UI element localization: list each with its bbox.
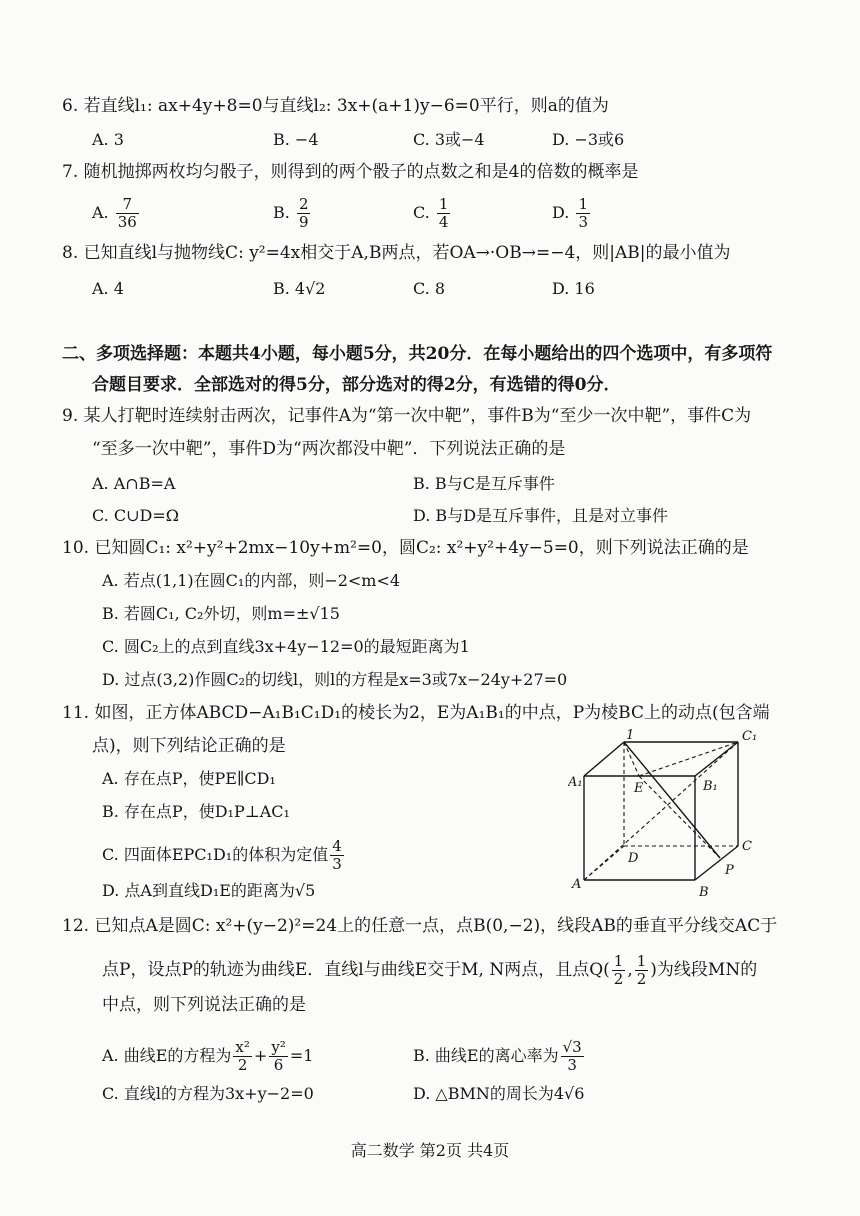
q9-option-c: C. C∪D=Ω — [92, 506, 179, 525]
q9-option-b: B. B与C是互斥事件 — [413, 474, 555, 493]
q9-stem-line2: “至多一次中靶”，事件D为“两次都没中靶”．下列说法正确的是 — [92, 439, 566, 459]
q12-option-b: B. 曲线E的离心率为 $\frac{√3}{3}$ — [413, 1038, 582, 1074]
q9-stem-line1: 9. 某人打靶时连续射击两次，记事件A为“第一次中靶”，事件B为“至少一次中靶”，事件C为 — [62, 406, 752, 426]
label-p: P — [725, 863, 734, 878]
q10-option-d: D. 过点(3,2)作圆C₂的切线l，则l的方程是x=3或7x−24y+27=0 — [102, 670, 568, 689]
q6-stem: 6. 若直线l₁: ax+4y+8=0与直线l₂: 3x+(a+1)y−6=0平行，则a的值为 — [62, 96, 609, 116]
q8-stem: 8. 已知直线l与抛物线C: y²=4x相交于A,B两点，若OA→·OB→=−4，则|AB|的最小值为 — [62, 243, 731, 263]
label-d1: 1 — [626, 728, 635, 743]
page-footer: 高二数学 第2页 共4页 — [350, 1141, 510, 1160]
q6-option-b: B. −4 — [273, 130, 319, 149]
label-b: B — [699, 885, 709, 898]
q8-option-a: A. 4 — [92, 279, 124, 298]
q10-option-a: A. 若点(1,1)在圆C₁的内部，则−2<m<4 — [102, 571, 401, 590]
q8-option-c: C. 8 — [413, 279, 446, 298]
q7-option-c: C. $\frac{1}{4}$ — [413, 195, 449, 231]
q12-stem-line2: 点P，设点P的轨迹为曲线E．直线l与曲线E交于M, N两点，且点Q( $\frac{1}{2}$ , $\frac{1}{2}$ )为线段MN的 — [102, 952, 758, 988]
q6-option-d: D. −3或6 — [552, 130, 625, 149]
q12-stem-line1: 12. 已知点A是圆C: x²+(y−2)²=24上的任意一点，点B(0,−2)，线段AB的垂直平分线交AC于 — [62, 916, 778, 936]
q9-option-a: A. A∩B=A — [92, 474, 176, 493]
q11-stem-line1: 11. 如图，正方体ABCD−A₁B₁C₁D₁的棱长为2，E为A₁B₁的中点，P为棱BC上的动点(包含端 — [62, 703, 770, 723]
q11-option-d: D. 点A到直线D₁E的距离为√5 — [102, 881, 316, 900]
label-a1: A₁ — [568, 775, 583, 790]
q12-option-a: A. 曲线E的方程为 $\frac{\text{x²}}{2}$ + $\frac{\text{y²}}{6}$ =1 — [102, 1038, 314, 1074]
q12-option-c: C. 直线l的方程为3x+y−2=0 — [102, 1084, 314, 1103]
q9-option-d: D. B与D是互斥事件，且是对立事件 — [413, 506, 669, 525]
q11-option-c: C. 四面体EPC₁D₁的体积为定值 $\frac{4}{3}$ — [102, 837, 342, 873]
q8-option-d: D. 16 — [552, 279, 595, 298]
label-d: D — [628, 851, 639, 866]
segment-d1-p — [624, 742, 720, 858]
diagonal-a-c1 — [584, 742, 738, 880]
label-e: E — [634, 781, 644, 796]
section2-heading-line1: 二、多项选择题：本题共4小题，每小题5分，共20分．在每小题给出的四个选项中，有多项符 — [62, 344, 773, 364]
label-c: C — [742, 839, 752, 854]
q6-option-a: A. 3 — [92, 130, 124, 149]
q7-option-d: D. $\frac{1}{3}$ — [552, 195, 588, 231]
edge-a1-d1 — [584, 742, 624, 776]
label-c1: C₁ — [742, 729, 758, 744]
q10-option-c: C. 圆C₂上的点到直线3x+4y−12=0的最短距离为1 — [102, 637, 470, 656]
segment-e-c1 — [639, 742, 738, 776]
q12-stem-line3: 中点，则下列说法正确的是 — [102, 995, 306, 1015]
q7-stem: 7. 随机抛掷两枚均匀骰子，则得到的两个骰子的点数之和是4的倍数的概率是 — [62, 162, 639, 182]
q11-option-a: A. 存在点P，使PE∥CD₁ — [102, 769, 276, 788]
label-a: A — [572, 877, 582, 892]
q8-option-b: B. 4√2 — [273, 279, 326, 298]
cube-figure — [568, 728, 768, 902]
q11-stem-line2: 点)，则下列结论正确的是 — [92, 736, 286, 756]
q7-option-a: A. $\frac{7}{36}$ — [92, 195, 137, 231]
q6-option-c: C. 3或−4 — [413, 130, 485, 149]
q10-option-b: B. 若圆C₁, C₂外切，则m=±√15 — [102, 604, 340, 623]
q11-option-b: B. 存在点P，使D₁P⊥AC₁ — [102, 802, 290, 821]
segment-d1-e — [624, 742, 639, 776]
q7-option-b: B. $\frac{2}{9}$ — [273, 195, 309, 231]
cube-diagram — [568, 728, 768, 898]
section2-heading-line2: 合题目要求．全部选对的得5分，部分选对的得2分，有选错的得0分． — [92, 375, 621, 395]
q10-stem: 10. 已知圆C₁: x²+y²+2mx−10y+m²=0，圆C₂: x²+y²+4y−5=0，则下列说法正确的是 — [62, 538, 749, 558]
label-b1: B₁ — [703, 779, 718, 794]
q12-option-d: D. △BMN的周长为4√6 — [413, 1084, 585, 1103]
